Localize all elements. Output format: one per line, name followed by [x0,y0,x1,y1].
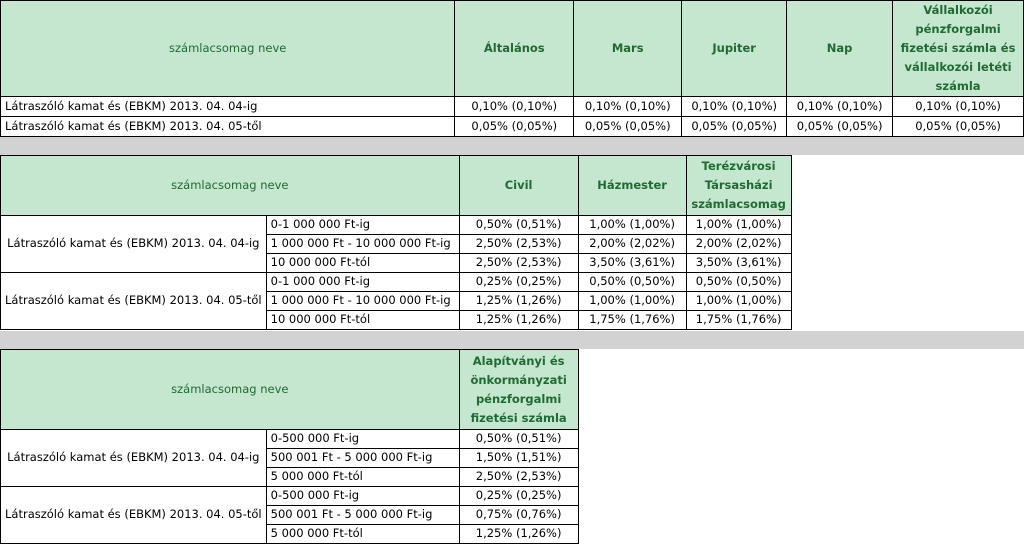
rate-cell[interactable]: 2,00% (2,02%) [686,235,791,254]
col-header-terezvarosi[interactable]: Terézvárosi Társasházi számlacsomag [686,156,791,216]
header-row [1,350,579,430]
balance-range[interactable]: 0-500 000 Ft-ig [266,430,459,449]
rate-cell[interactable]: 0,05% (0,05%) [682,117,787,137]
table-row [1,97,1024,117]
package-name-header[interactable]: számlacsomag neve [1,156,460,216]
balance-range[interactable]: 1 000 000 Ft - 10 000 000 Ft-ig [266,235,459,254]
rate-cell[interactable]: 0,05% (0,05%) [455,117,574,137]
balance-range[interactable]: 10 000 000 Ft-tól [266,311,459,330]
col-header-alapitvanyi[interactable]: Alapítványi és önkormányzati pénzforgalmi fizetési számla [459,350,578,430]
col-header-vallalkozoi[interactable]: Vállalkozói pénzforgalmi fizetési számla és vállalkozói letéti számla [893,1,1024,97]
rate-cell[interactable]: 0,05% (0,05%) [893,117,1024,137]
rate-table-3 [0,349,579,544]
rate-cell[interactable]: 1,00% (1,00%) [686,292,791,311]
balance-range[interactable]: 5 000 000 Ft-tól [266,468,459,487]
header-row [1,1,1024,97]
rate-cell[interactable]: 0,10% (0,10%) [893,97,1024,117]
rate-cell[interactable]: 0,10% (0,10%) [682,97,787,117]
header-row [1,156,792,216]
rate-cell[interactable]: 3,50% (3,61%) [578,254,686,273]
rate-cell[interactable]: 1,75% (1,76%) [686,311,791,330]
rate-cell[interactable]: 1,75% (1,76%) [578,311,686,330]
rate-cell[interactable]: 1,00% (1,00%) [578,216,686,235]
balance-range[interactable]: 500 001 Ft - 5 000 000 Ft-ig [266,449,459,468]
rate-cell[interactable]: 0,05% (0,05%) [787,117,893,137]
rate-cell[interactable]: 1,25% (1,26%) [459,525,578,544]
rate-cell[interactable]: 1,50% (1,51%) [459,449,578,468]
rate-table-1 [0,0,1024,137]
rate-cell[interactable]: 0,50% (0,51%) [459,216,578,235]
balance-range[interactable]: 5 000 000 Ft-tól [266,525,459,544]
balance-range[interactable]: 0-1 000 000 Ft-ig [266,273,459,292]
period-label[interactable]: Látraszóló kamat és (EBKM) 2013. 04. 04-ig [1,216,267,273]
col-header-altalanos[interactable]: Általános [455,1,574,97]
period-label[interactable]: Látraszóló kamat és (EBKM) 2013. 04. 04-ig [1,430,267,487]
table-row [1,117,1024,137]
separator-row [0,137,1024,155]
balance-range[interactable]: 0-1 000 000 Ft-ig [266,216,459,235]
package-name-header[interactable]: számlacsomag neve [1,1,455,97]
rate-cell[interactable]: 3,50% (3,61%) [686,254,791,273]
col-header-mars[interactable]: Mars [574,1,682,97]
rate-cell[interactable]: 2,00% (2,02%) [578,235,686,254]
rate-cell[interactable]: 0,10% (0,10%) [455,97,574,117]
rate-cell[interactable]: 0,10% (0,10%) [787,97,893,117]
period-label[interactable]: Látraszóló kamat és (EBKM) 2013. 04. 05-től [1,487,267,544]
table-row [1,216,792,235]
rate-cell[interactable]: 1,25% (1,26%) [459,292,578,311]
rate-table-2 [0,155,792,330]
package-name-header[interactable]: számlacsomag neve [1,350,460,430]
rate-cell[interactable]: 0,25% (0,25%) [459,487,578,506]
rate-cell[interactable]: 0,50% (0,50%) [686,273,791,292]
rate-cell[interactable]: 0,75% (0,76%) [459,506,578,525]
separator-row [0,331,1024,349]
table-row [1,430,579,449]
balance-range[interactable]: 10 000 000 Ft-tól [266,254,459,273]
rate-cell[interactable]: 1,00% (1,00%) [686,216,791,235]
col-header-jupiter[interactable]: Jupiter [682,1,787,97]
table-row [1,487,579,506]
col-header-civil[interactable]: Civil [459,156,578,216]
balance-range[interactable]: 500 001 Ft - 5 000 000 Ft-ig [266,506,459,525]
row-label[interactable]: Látraszóló kamat és (EBKM) 2013. 04. 04-ig [1,97,455,117]
rate-cell[interactable]: 2,50% (2,53%) [459,468,578,487]
rate-cell[interactable]: 2,50% (2,53%) [459,235,578,254]
rate-cell[interactable]: 0,05% (0,05%) [574,117,682,137]
balance-range[interactable]: 1 000 000 Ft - 10 000 000 Ft-ig [266,292,459,311]
rate-cell[interactable]: 0,10% (0,10%) [574,97,682,117]
rate-cell[interactable]: 0,50% (0,50%) [578,273,686,292]
period-label[interactable]: Látraszóló kamat és (EBKM) 2013. 04. 05-től [1,273,267,330]
rate-cell[interactable]: 1,00% (1,00%) [578,292,686,311]
rate-cell[interactable]: 0,50% (0,51%) [459,430,578,449]
rate-cell[interactable]: 1,25% (1,26%) [459,311,578,330]
balance-range[interactable]: 0-500 000 Ft-ig [266,487,459,506]
col-header-nap[interactable]: Nap [787,1,893,97]
rate-cell[interactable]: 0,25% (0,25%) [459,273,578,292]
rate-cell[interactable]: 2,50% (2,53%) [459,254,578,273]
table-row [1,273,792,292]
col-header-hazmester[interactable]: Házmester [578,156,686,216]
row-label[interactable]: Látraszóló kamat és (EBKM) 2013. 04. 05-től [1,117,455,137]
